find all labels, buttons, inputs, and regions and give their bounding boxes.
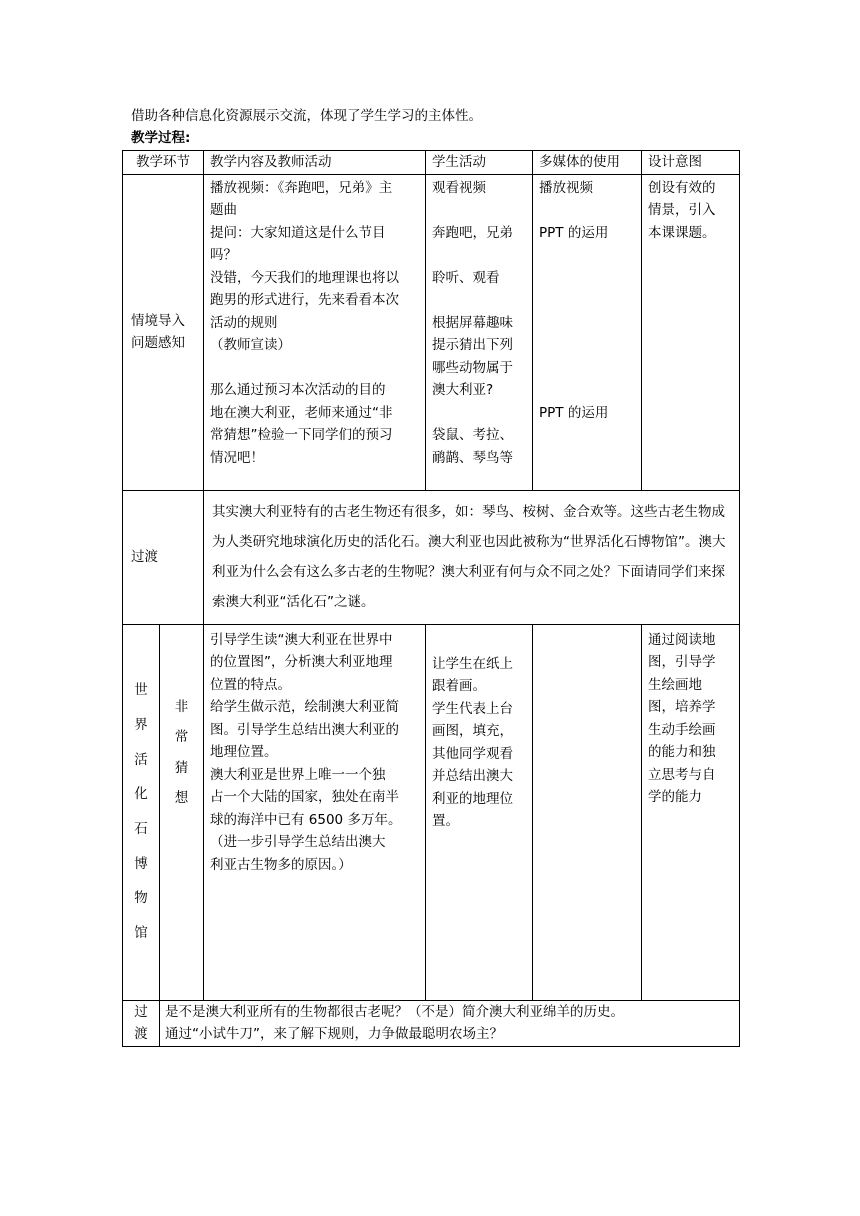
- text-line: 本课课题。: [648, 224, 716, 241]
- stage-char: 猜: [174, 759, 189, 776]
- text-line: 图，培养学: [648, 699, 716, 715]
- text-line: 没错，今天我们的地理课也将以: [210, 269, 399, 286]
- text-line: 通过阅读地: [648, 631, 716, 648]
- text-line: 哪些动物属于: [432, 359, 513, 376]
- text-line: PPT 的运用: [539, 224, 609, 241]
- student-activity-cell: [426, 174, 533, 490]
- text-line: 情况吧！: [210, 449, 264, 466]
- section-heading: 教学过程:: [131, 130, 191, 146]
- stage-char: 活: [134, 751, 148, 768]
- spacer: [539, 357, 635, 380]
- header-student: 学生活动: [426, 151, 533, 175]
- text-line: 生绘画地: [648, 676, 702, 693]
- media-cell: [533, 624, 642, 1000]
- stage-char: 石: [134, 821, 148, 837]
- spacer: [539, 289, 635, 312]
- spacer: [432, 402, 526, 425]
- table-row: [123, 490, 740, 624]
- header-media: 多媒体的使用: [533, 151, 642, 175]
- text-line: （进一步引导学生总结出澳大: [210, 834, 386, 850]
- text-line: 地在澳大利亚，老师来通过“非: [210, 404, 393, 421]
- text-line: 根据屏幕趣味: [432, 314, 513, 331]
- spacer: [539, 312, 635, 335]
- text-line: 澳大利亚?: [432, 382, 494, 398]
- text-line: 置。: [432, 813, 459, 829]
- text-line: 学的能力: [648, 789, 702, 805]
- teacher-activity-cell: [204, 174, 426, 490]
- text-line: 提问：大家知道这是什么节目: [210, 224, 386, 241]
- stage-char: 非: [174, 698, 189, 715]
- text-line: 情景，引入: [648, 202, 716, 218]
- text-line: 图。引导学生总结出澳大利亚的: [210, 721, 399, 738]
- text-line: 澳大利亚是世界上唯一一个独: [210, 766, 386, 783]
- text-line: 跟着画。: [432, 678, 486, 694]
- table-row: [123, 174, 740, 490]
- transition-content-cell: 其实澳大利亚特有的古老生物还有很多，如：琴鸟、桉树、金合欢等。这些古老生物成为人类研究地球演化历史的活化石。澳大利亚也因此被称为“世界活化石博物馆”。澳大利亚为什么会有这么多古老的生物呢？澳大利亚有何与众不同之处？下面请同学们来探索澳大利亚“活化石”之谜。: [204, 490, 740, 624]
- stage-char: 物: [134, 890, 148, 907]
- text-line: 并总结出澳大: [432, 768, 513, 784]
- stage-cell: [123, 1000, 160, 1046]
- stage-char: 化: [134, 786, 148, 803]
- text-line: 占一个大陆的国家，独处在南半: [210, 789, 399, 805]
- text-line: 播放视频: [539, 179, 593, 196]
- spacer: [210, 357, 419, 380]
- spacer: [539, 267, 635, 290]
- stage-char: 想: [174, 790, 189, 807]
- header-teacher: 教学内容及教师活动: [204, 151, 426, 175]
- text-line: （教师宣读）: [210, 337, 291, 353]
- design-intent-cell: [642, 174, 740, 490]
- text-line: 画图，填充，: [432, 723, 513, 739]
- teacher-activity-cell: [204, 624, 426, 1000]
- intro-text: 借助各种信息化资源展示交流，体现了学生学习的主体性。: [131, 108, 482, 124]
- text-line: 立思考与自: [648, 766, 716, 783]
- stage-cell: 过渡: [123, 490, 204, 624]
- transition-content-cell: [160, 1000, 740, 1046]
- spacer: [539, 379, 635, 402]
- spacer: [432, 244, 526, 267]
- text-line: 的能力和独: [648, 744, 716, 760]
- stage-line: 问题感知: [131, 335, 185, 351]
- text-line: 题曲: [210, 202, 237, 218]
- table-header-row: [123, 151, 740, 175]
- stage-char: 常: [174, 729, 189, 746]
- text-line: 创设有效的: [648, 179, 716, 196]
- text-line: 利亚古生物多的原因。）: [210, 856, 352, 873]
- text-line: 奔跑吧，兄弟: [432, 224, 513, 241]
- student-activity-cell: [426, 624, 533, 1000]
- text-line: 让学生在纸上: [432, 655, 513, 672]
- text-line: 聆听、观看: [432, 269, 500, 286]
- spacer: [432, 199, 526, 222]
- spacer: [539, 334, 635, 357]
- media-cell: [533, 174, 642, 490]
- text-line: 是不是澳大利亚所有的生物都很古老呢？（不是）简介澳大利亚绵羊的历史。: [165, 1003, 624, 1020]
- text-line: 吗？: [210, 247, 237, 263]
- text-line: 袋鼠、考拉、: [432, 427, 513, 443]
- stage-char: 界: [134, 716, 148, 733]
- text-line: 常猜想”检验一下同学们的预习: [210, 427, 393, 443]
- text-line: 地理位置。: [210, 744, 278, 760]
- text-line: 生动手绘画: [648, 721, 716, 738]
- design-intent-cell: [642, 624, 740, 1000]
- stage-char: 博: [134, 855, 148, 872]
- stage-char: 馆: [134, 925, 148, 942]
- text-line: 鸸鹋、琴鸟等: [432, 449, 513, 466]
- header-stage: 教学环节: [123, 151, 204, 175]
- stage-sub-cell: [160, 624, 204, 1000]
- text-line: 跑男的形式进行，先来看看本次: [210, 292, 399, 308]
- text-line: 活动的规则: [210, 314, 278, 331]
- text-line: 播放视频：《奔跑吧，兄弟》主: [210, 179, 393, 196]
- table-row: [123, 1000, 740, 1046]
- text-line: 观看视频: [432, 179, 486, 196]
- text-line: 球的海洋中已有 6500 多万年。: [210, 811, 402, 828]
- text-line: 位置的特点。: [210, 676, 291, 693]
- text-line: 引导学生读“澳大利亚在世界中: [210, 631, 393, 648]
- text-line: 学生代表上台: [432, 700, 513, 717]
- spacer: [539, 244, 635, 267]
- stage-char: 过: [134, 1003, 148, 1020]
- text-line: 提示猜出下列: [432, 337, 513, 353]
- table-row: [123, 624, 740, 1000]
- text-line: 那么通过预习本次活动的目的: [210, 382, 386, 398]
- text-line: 图，引导学: [648, 654, 716, 670]
- stage-cell: [123, 174, 204, 490]
- stage-char: 渡: [134, 1026, 148, 1042]
- spacer: [539, 199, 635, 222]
- text-line: 其他同学观看: [432, 745, 513, 762]
- text-line: PPT 的运用: [539, 404, 609, 421]
- text-line: 给学生做示范，绘制澳大利亚简: [210, 699, 399, 715]
- header-intent: 设计意图: [642, 151, 740, 175]
- stage-char: 世: [134, 682, 148, 699]
- stage-main-cell: [123, 624, 160, 1000]
- spacer: [432, 289, 526, 312]
- teaching-process-table: [122, 150, 740, 1047]
- stage-line: 情境导入: [131, 312, 185, 329]
- text-line: 利亚的地理位: [432, 790, 513, 807]
- text-line: 的位置图”，分析澳大利亚地理: [210, 654, 393, 670]
- text-line: 通过“小试牛刀”，来了解下规则，力争做最聪明农场主？: [165, 1026, 503, 1042]
